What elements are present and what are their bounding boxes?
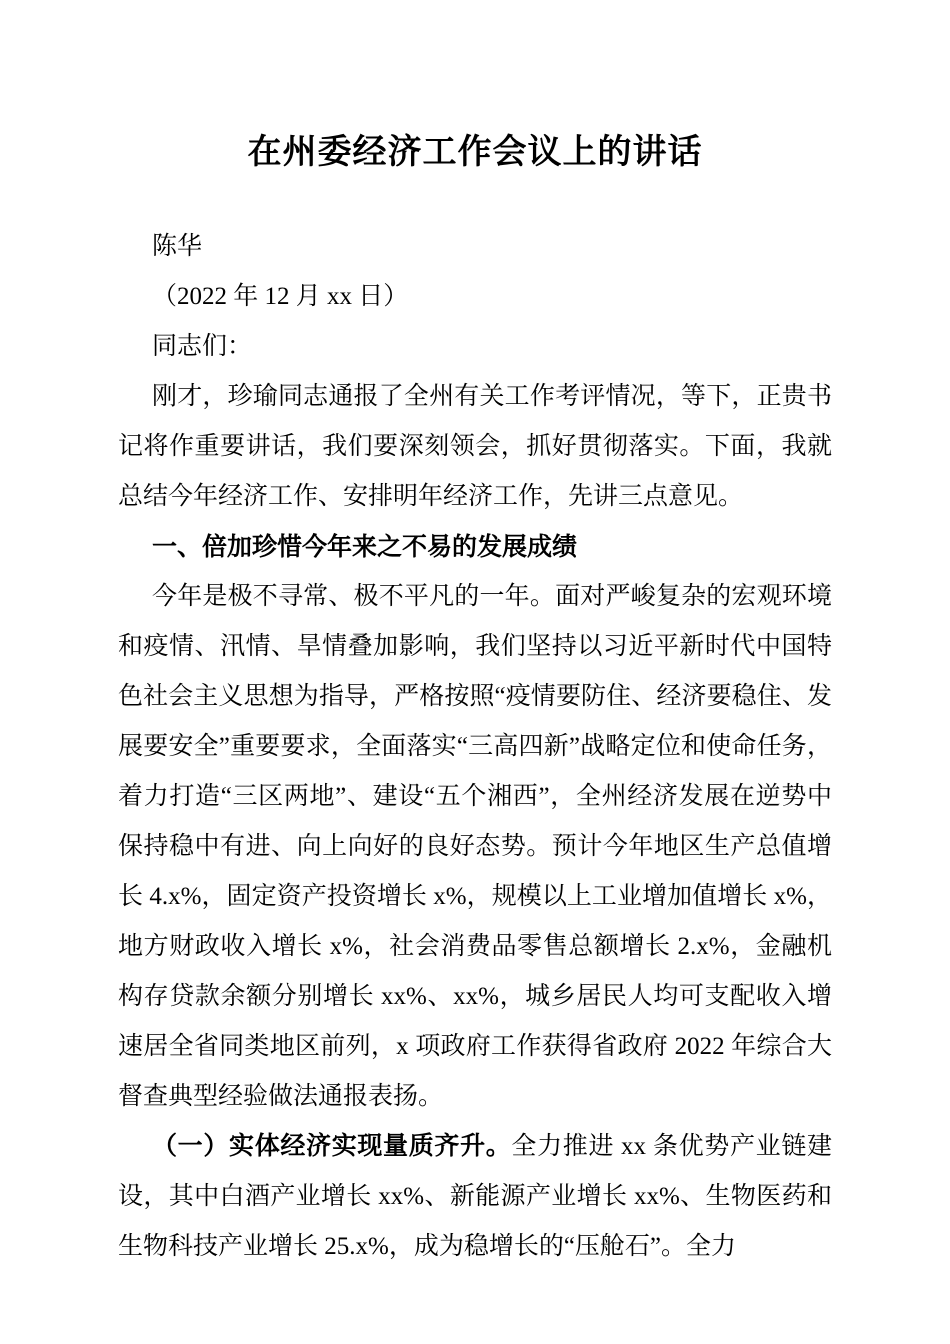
speaker-name: 陈华 [152, 233, 203, 260]
salutation: 同志们： [152, 333, 253, 360]
section-1-paragraph: 今年是极不寻常、极不平凡的一年。面对严峻复杂的宏观环境和疫情、汛情、旱情叠加影响，我们坚持以习近平新时代中国特色社会主义思想为指导，严格按照“疫情要防住、经济要稳住、发展要安全”重要要求，全面落实“三高四新”战略定位和使命任务，着力打造“三区两地”、建设“五个湘西”，全州经济发展在逆势中保持稳中有进、向上向好的良好态势。预计今年地区生产总值增长 4.x%，固定资产投资增长 x%，规模以上工业增加值增长 x%，地方财政收入增长 x%，社会消费品零售总额增长 2.x%，金融机构存贷款余额分别增长 xx%、xx%，城乡居民人均可支配收入增速居全省同类地区前列，x 项政府工作获得省政府 2022 年综合大督查典型经验做法通报表扬。 [118, 583, 832, 1110]
speech-date: （2022 年 12 月 xx 日） [152, 283, 409, 310]
item-1-lead: （一）实体经济实现量质齐升。 [152, 1133, 512, 1160]
document-title: 在州委经济工作会议上的讲话 [247, 134, 703, 171]
item-1-text: 全力推进 xx 条优势产业链建设，其中白酒产业增长 xx%、新能源产业增长 xx%、生物医药和生物科技产业增长 25.x%，成为稳增长的“压舱石”。全力 [118, 1133, 832, 1260]
section-1-heading: 一、倍加珍惜今年来之不易的发展成绩 [152, 533, 578, 561]
item-1-paragraph [118, 1122, 832, 1272]
intro-paragraph: 刚才，珍瑜同志通报了全州有关工作考评情况，等下，正贵书记将作重要讲话，我们要深刻领会，抓好贯彻落实。下面，我就总结今年经济工作、安排明年经济工作，先讲三点意见。 [118, 383, 832, 510]
